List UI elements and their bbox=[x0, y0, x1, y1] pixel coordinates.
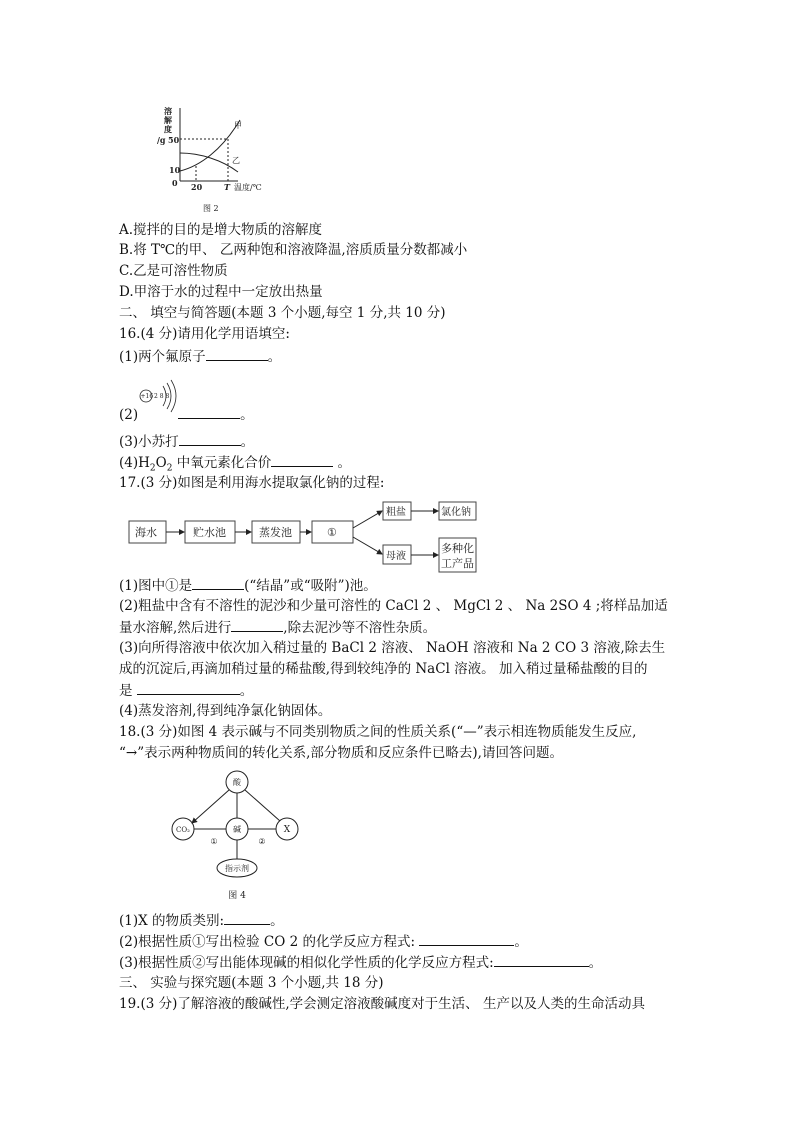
seawater-flowchart bbox=[129, 502, 476, 572]
q16-part1 bbox=[119, 347, 281, 366]
answer-blank[interactable] bbox=[206, 347, 268, 361]
period: 。 bbox=[514, 934, 528, 950]
curve-label-yi: 乙 bbox=[232, 156, 240, 165]
q17-part3-line3 bbox=[119, 681, 253, 700]
answer-blank[interactable] bbox=[224, 911, 270, 925]
option-b: B.将 T℃的甲、 乙两种饱和溶液降温,溶质质量分数都减小 bbox=[119, 242, 468, 258]
y-tick-10: 10 bbox=[169, 165, 181, 175]
q17-part2-line1: (2)粗盐中含有不溶性的泥沙和少量可溶性的 CaCl 2 、 MgCl 2 、 Na 2SO 4 ;将样品加适 bbox=[119, 598, 668, 614]
subscript: 2 bbox=[149, 463, 156, 474]
q17-part4: (4)蒸发溶剂,得到纯净氯化钠固体。 bbox=[119, 703, 332, 719]
q18-part3 bbox=[119, 953, 602, 972]
answer-blank[interactable] bbox=[178, 405, 240, 419]
q17-part2-text-end: ,除去泥沙等不溶性杂质。 bbox=[283, 620, 437, 636]
answer-blank[interactable] bbox=[137, 681, 240, 695]
q18-part2 bbox=[119, 932, 528, 951]
section-3-heading: 三、 实验与探究题(本题 3 个小题,共 18 分) bbox=[119, 975, 384, 991]
subscript: 2 bbox=[166, 463, 173, 474]
flow-evaporation-pool: 蒸发池 bbox=[259, 526, 292, 539]
option-c: C.乙是可溶性物质 bbox=[119, 263, 228, 279]
period: 。 bbox=[267, 349, 282, 365]
flow-storage-pool: 贮水池 bbox=[193, 526, 226, 539]
y-label-3: 度 bbox=[164, 124, 172, 134]
flow-sodium-chloride: 氯化钠 bbox=[441, 507, 471, 518]
flow-step-1: ① bbox=[327, 526, 337, 539]
formula-o: O bbox=[155, 455, 167, 471]
q19-stem: 19.(3 分)了解溶液的酸碱性,学会测定溶液酸碱度对于生活、 生产以及人类的生命活动具 bbox=[119, 996, 645, 1012]
q18-part1 bbox=[119, 911, 284, 930]
x-axis-label: 温度/℃ bbox=[234, 183, 262, 192]
figure-4-base-relations bbox=[172, 771, 298, 877]
answer-blank[interactable] bbox=[271, 453, 333, 467]
q18-part3-text: (3)根据性质②写出能体现碱的相似化学性质的化学反应方程式: bbox=[119, 955, 494, 971]
answer-blank[interactable] bbox=[494, 953, 589, 967]
x-tick-t: T bbox=[224, 182, 230, 192]
node-indicator: 指示剂 bbox=[225, 864, 249, 873]
q16-part4-text: 中氧元素化合价 bbox=[172, 455, 272, 471]
q17-part3-text: 是 bbox=[119, 683, 137, 699]
period: 。 bbox=[588, 955, 603, 971]
q18-stem-line1: 18.(3 分)如图 4 表示碱与不同类别物质之间的性质关系(“—”表示相连物质能发生反应, bbox=[119, 724, 637, 740]
node-base: 碱 bbox=[233, 825, 241, 834]
q17-part1-hint: (“结晶”或“吸附”)池。 bbox=[244, 578, 377, 594]
q17-stem: 17.(3 分)如图是利用海水提取氯化钠的过程: bbox=[119, 475, 385, 491]
flow-products-line1: 多种化 bbox=[441, 542, 474, 555]
q18-part2-text: (2)根据性质①写出检验 CO 2 的化学反应方程式: bbox=[119, 934, 420, 950]
q16-part3-text: (3)小苏打 bbox=[119, 434, 179, 450]
node-acid: 酸 bbox=[233, 778, 241, 787]
curve-label-jia: 甲 bbox=[234, 121, 242, 130]
relation-label-1: ① bbox=[210, 837, 218, 846]
atom-shells: 2 8 8 bbox=[154, 393, 170, 400]
q17-part3-line2: 成的沉淀后,再滴加稍过量的稀盐酸,得到较纯净的 NaCl 溶液。 加入稍过量稀盐酸的目的 bbox=[119, 661, 648, 677]
answer-blank[interactable] bbox=[231, 618, 283, 632]
option-d: D.甲溶于水的过程中一定放出热量 bbox=[119, 284, 323, 300]
figure-2-caption: 图 2 bbox=[203, 204, 219, 213]
q16-part1-text: (1)两个氟原子 bbox=[119, 349, 206, 365]
answer-blank[interactable] bbox=[419, 932, 514, 946]
q17-part2-text: 量水溶解,然后进行 bbox=[119, 620, 232, 636]
figure-4-caption: 图 4 bbox=[228, 891, 246, 901]
flow-crude-salt: 粗盐 bbox=[386, 507, 406, 518]
y-tick-0: 0 bbox=[172, 178, 178, 188]
atom-nucleus: +16 bbox=[140, 393, 154, 400]
q18-stem-line2: “→”表示两种物质间的转化关系,部分物质和反应条件已略去),请回答问题。 bbox=[119, 745, 563, 761]
q17-part1-text: (1)图中①是 bbox=[119, 578, 193, 594]
option-a: A.搅拌的目的是增大物质的溶解度 bbox=[119, 222, 323, 238]
curve-yi bbox=[180, 153, 238, 172]
node-x: X bbox=[283, 825, 291, 835]
period: 。 bbox=[270, 913, 284, 929]
period: 。 bbox=[240, 434, 255, 450]
flow-mother-liquor: 母液 bbox=[386, 551, 406, 562]
q17-part1 bbox=[119, 576, 377, 595]
q16-stem: 16.(4 分)请用化学用语填空: bbox=[119, 326, 290, 342]
flow-seawater: 海水 bbox=[135, 526, 157, 539]
y-label-2: 解 bbox=[164, 115, 172, 125]
relation-label-2: ② bbox=[258, 837, 266, 846]
y-label-1: 溶 bbox=[164, 106, 172, 116]
answer-blank[interactable] bbox=[179, 432, 241, 446]
q17-part3-line1: (3)向所得溶液中依次加入稍过量的 BaCl 2 溶液、 NaOH 溶液和 Na 2 CO 3 溶液,除去生 bbox=[119, 640, 666, 656]
period: 。 bbox=[337, 455, 352, 471]
flow-products-line2: 工产品 bbox=[441, 557, 474, 570]
period: 。 bbox=[240, 407, 254, 423]
q18-part1-text: (1)X 的物质类别: bbox=[119, 913, 225, 929]
section-2-heading: 二、 填空与简答题(本题 3 个小题,每空 1 分,共 10 分) bbox=[119, 305, 446, 321]
formula-h: (4)H bbox=[119, 455, 150, 471]
node-co2: CO₂ bbox=[176, 826, 190, 834]
q16-part3 bbox=[119, 432, 254, 451]
q17-part2-line2 bbox=[119, 618, 436, 637]
curve-jia bbox=[180, 120, 240, 171]
answer-blank[interactable] bbox=[192, 576, 244, 590]
y-label-4: /g bbox=[157, 135, 166, 145]
x-tick-20: 20 bbox=[191, 182, 203, 192]
y-tick-50: 50 bbox=[168, 135, 180, 145]
period: 。 bbox=[239, 683, 254, 699]
q16-part2-text: (2) bbox=[119, 407, 139, 423]
q16-part2 bbox=[119, 405, 254, 424]
